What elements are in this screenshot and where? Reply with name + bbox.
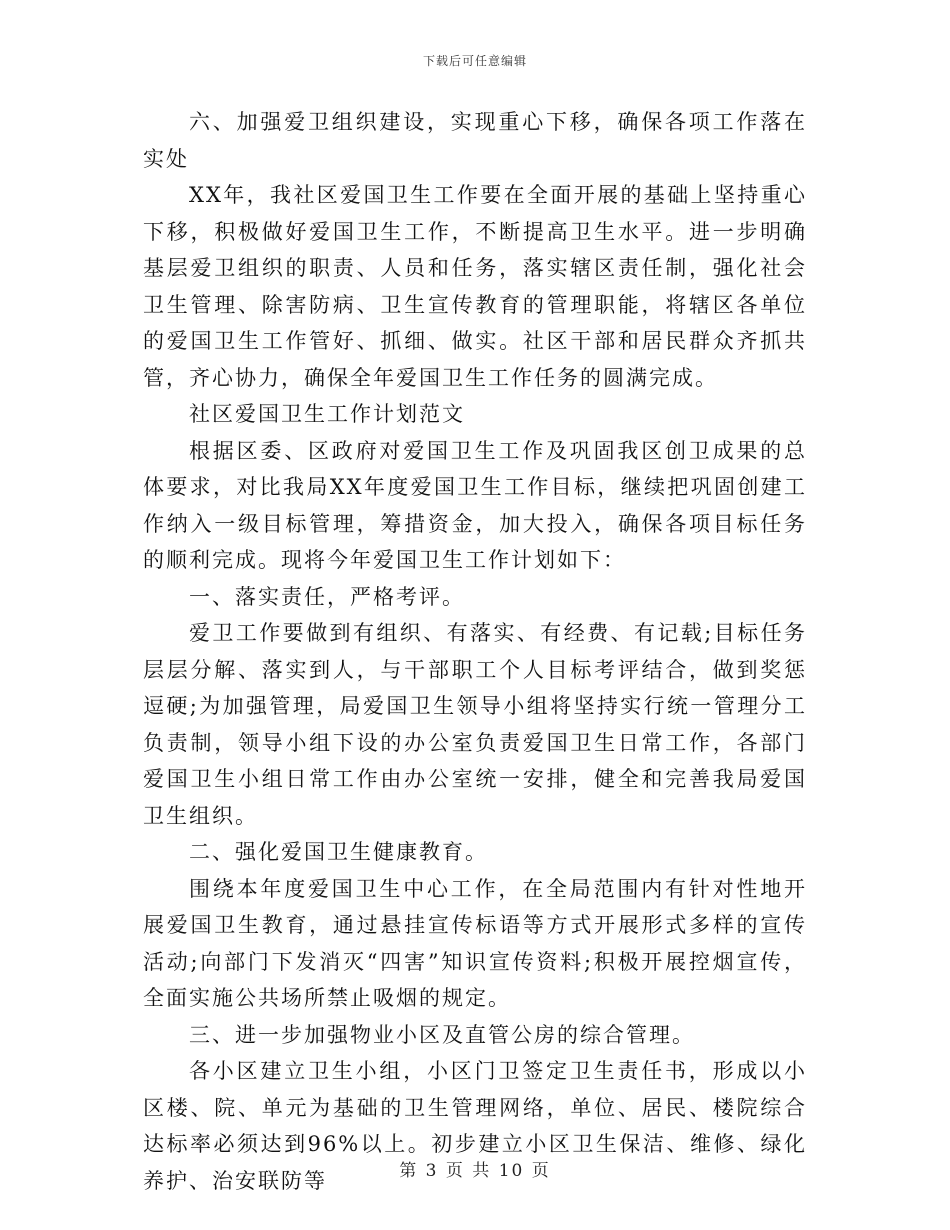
paragraph: XX年，我社区爱国卫生工作要在全面开展的基础上坚持重心下移，积极做好爱国卫生工作，不断提高卫生水平。进一步明确基层爱卫组织的职责、人员和任务，落实辖区责任制，强化社会卫生管理、除害防病、卫生宣传教育的管理职能，将辖区各单位的爱国卫生工作管好、抓细、做实。社区干部和居民群众齐抓共管，齐心协力，确保全年爱国卫生工作任务的圆满完成。 (143, 183, 807, 390)
paragraph-section-3-heading: 三、进一步加强物业小区及直管公房的综合管理。 (189, 1022, 695, 1047)
page-footer: 第 3 页 共 10 页 (399, 1161, 551, 1181)
paragraph: 爱卫工作要做到有组织、有落实、有经费、有记载;目标任务层层分解、落实到人，与干部职工个人目标考评结合，做到奖惩逗硬;为加强管理，局爱国卫生领导小组将坚持实行统一管理分工负责制，领导小组下设的办公室负责爱国卫生日常工作，各部门爱国卫生小组日常工作由办公室统一安排，健全和完善我局爱国卫生组织。 (143, 621, 807, 828)
document-body (143, 104, 807, 1199)
paragraph-section-6-heading: 六、加强爱卫组织建设，实现重心下移，确保各项工作落在实处 (143, 110, 807, 171)
paragraph-section-2-heading: 二、强化爱国卫生健康教育。 (189, 840, 488, 864)
paragraph: 根据区委、区政府对爱国卫生工作及巩固我区创卫成果的总体要求，对比我局XX年度爱国卫生工作目标，继续把巩固创建工作纳入一级目标管理，筹措资金，加大投入，确保各项目标任务的顺利完成。现将今年爱国卫生工作计划如下： (143, 438, 807, 572)
paragraph: 各小区建立卫生小组，小区门卫签定卫生责任书，形成以小区楼、院、单元为基础的卫生管理网络，单位、居民、楼院综合达标率必须达到96%以上。初步建立小区卫生保洁、维修、绿化养护、治安联防等 (143, 1059, 807, 1193)
paragraph-section-1-heading: 一、落实责任，严格考评。 (189, 584, 465, 609)
paragraph-document-title: 社区爱国卫生工作计划范文 (189, 402, 465, 426)
paragraph: 围绕本年度爱国卫生中心工作，在全局范围内有针对性地开展爱国卫生教育，通过悬挂宣传标语等方式开展形式多样的宣传活动;向部门下发消灭“四害”知识宣传资料;积极开展控烟宣传，全面实施公共场所禁止吸烟的规定。 (143, 876, 807, 1010)
page-header: 下载后可任意编辑 (422, 54, 527, 68)
